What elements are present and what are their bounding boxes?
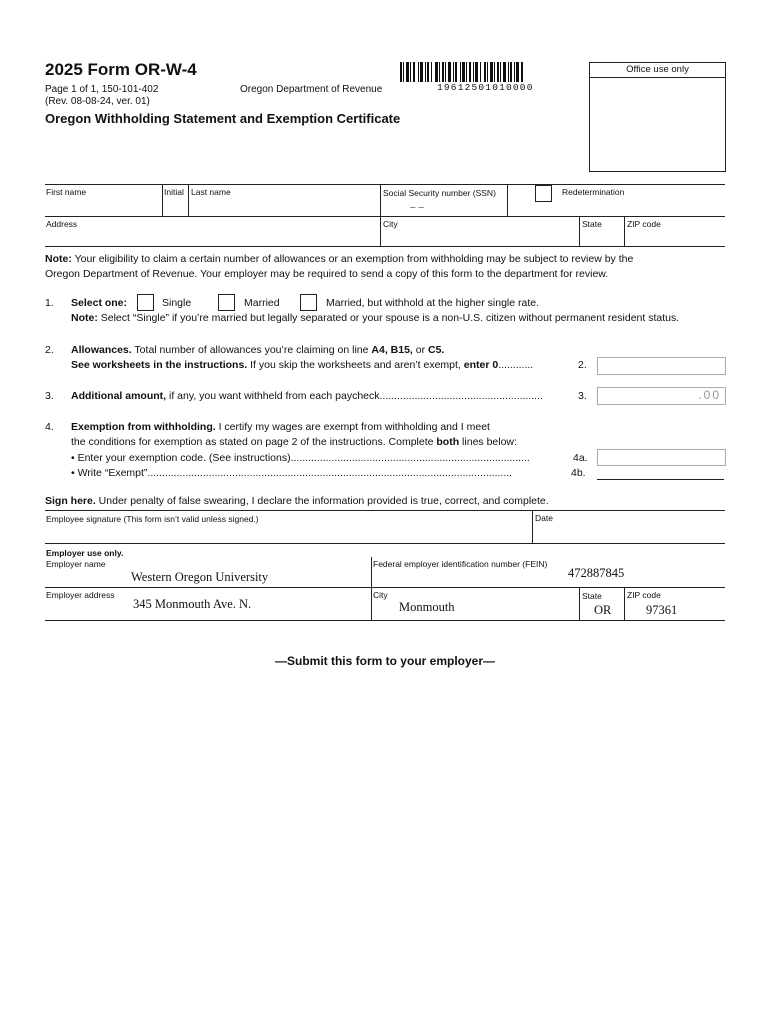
redetermination-label: Redetermination [562, 187, 625, 197]
cents-placeholder: .00 [698, 388, 721, 402]
line3-number: 3. [45, 390, 54, 402]
address-label: Address [46, 219, 78, 229]
last-name-label: Last name [191, 187, 231, 197]
department-name: Oregon Department of Revenue [240, 84, 383, 95]
line4b-text: • Write “Exempt”............................................................................................................................. [71, 467, 513, 479]
ssn-field[interactable]: – – [410, 202, 424, 213]
city-field[interactable] [383, 228, 575, 244]
eligibility-note: Note: Your eligibility to claim a certain number of allowances or an exemption from withholding may be subject to review by the Oregon Department of Revenue. Your employer may be required to send a copy of this form to the department for review. [45, 253, 634, 280]
line4a-text: • Enter your exemption code. (See instructions).................................................................................. [71, 452, 530, 464]
line4b-ref: 4b. [571, 467, 586, 479]
state-label: State [582, 219, 602, 229]
page-info: Page 1 of 1, 150-101-402 [45, 84, 159, 95]
last-name-field[interactable] [191, 196, 377, 214]
zip-field[interactable] [627, 228, 722, 244]
submit-instruction: —Submit this form to your employer— [274, 654, 496, 668]
initial-label: Initial [164, 187, 184, 197]
barcode-number: 19612501010000 [437, 82, 534, 93]
employer-address-value[interactable]: 345 Monmouth Ave. N. [133, 597, 252, 611]
initial-field[interactable] [164, 196, 186, 214]
employer-zip-value[interactable]: 97361 [646, 603, 678, 617]
form-title: 2025 Form OR-W-4 [45, 60, 197, 79]
line4-number: 4. [45, 421, 54, 433]
sign-here-text: Sign here. Under penalty of false swearing, I declare the information provided is true, correct, and complete. [45, 495, 549, 507]
redetermination-checkbox[interactable] [535, 185, 552, 202]
zip-label: ZIP code [627, 219, 661, 229]
form-subtitle: Oregon Withholding Statement and Exemption Certificate [45, 111, 401, 126]
additional-amount-input[interactable] [597, 387, 726, 405]
fein-label: Federal employer identification number (FEIN) [373, 559, 548, 569]
line3-ref: 3. [578, 390, 587, 402]
employer-section-label: Employer use only. [46, 548, 124, 558]
city-label: City [383, 219, 398, 229]
signature-field[interactable] [46, 524, 528, 541]
employer-state-value[interactable]: OR [594, 603, 612, 617]
employer-city-value[interactable]: Monmouth [399, 600, 455, 614]
employer-name-label: Employer name [46, 559, 106, 569]
employer-name-value[interactable]: Western Oregon University [131, 570, 269, 584]
date-field[interactable] [535, 524, 723, 541]
line2-ref: 2. [578, 359, 587, 371]
line2-text: Allowances. Total number of allowances you’re claiming on line A4, B15, or C5. See worksheets in the instructions. If you skip the worksheets and aren’t exempt, enter 0............ [71, 344, 534, 371]
line1-note: Note: Select “Single” if you’re married but legally separated or your spouse is a non-U.S. citizen without permanent resident status. [71, 312, 680, 324]
line1-number: 1. [45, 297, 54, 309]
married-higher-rate-label: Married, but withhold at the higher single rate. [326, 297, 540, 309]
married-label: Married [244, 297, 280, 309]
barcode [400, 62, 570, 82]
exemption-code-input[interactable] [597, 449, 726, 466]
line2-number: 2. [45, 344, 54, 356]
exempt-write-line[interactable] [597, 479, 724, 480]
ssn-label: Social Security number (SSN) [383, 188, 496, 198]
allowances-input[interactable] [597, 357, 726, 375]
office-use-label: Office use only [590, 63, 725, 78]
line4a-ref: 4a. [573, 452, 588, 464]
employer-zip-label: ZIP code [627, 590, 661, 600]
signature-label: Employee signature (This form isn’t valid unless signed.) [46, 514, 259, 524]
single-label: Single [162, 297, 192, 309]
employer-address-label: Employer address [46, 590, 115, 600]
employer-city-label: City [373, 590, 388, 600]
state-field[interactable] [582, 228, 622, 244]
first-name-label: First name [46, 187, 87, 197]
office-use-box [589, 62, 726, 172]
line3-text: Additional amount, if any, you want withheld from each paycheck........................................................ [71, 390, 543, 402]
married-higher-rate-checkbox[interactable] [300, 294, 317, 311]
first-name-field[interactable] [46, 196, 160, 214]
revision-info: (Rev. 08-08-24, ver. 01) [45, 96, 150, 107]
employer-state-label: State [582, 591, 602, 601]
date-label: Date [535, 513, 553, 523]
fein-value[interactable]: 472887845 [568, 566, 625, 580]
line4-text: Exemption from withholding. I certify my wages are exempt from withholding and I meet the conditions for exemption as stated on page 2 of the instructions. Complete both lines below: [71, 421, 517, 448]
address-field[interactable] [46, 228, 376, 244]
line1-select-label: Select one: [71, 297, 128, 309]
single-checkbox[interactable] [137, 294, 154, 311]
married-checkbox[interactable] [218, 294, 235, 311]
